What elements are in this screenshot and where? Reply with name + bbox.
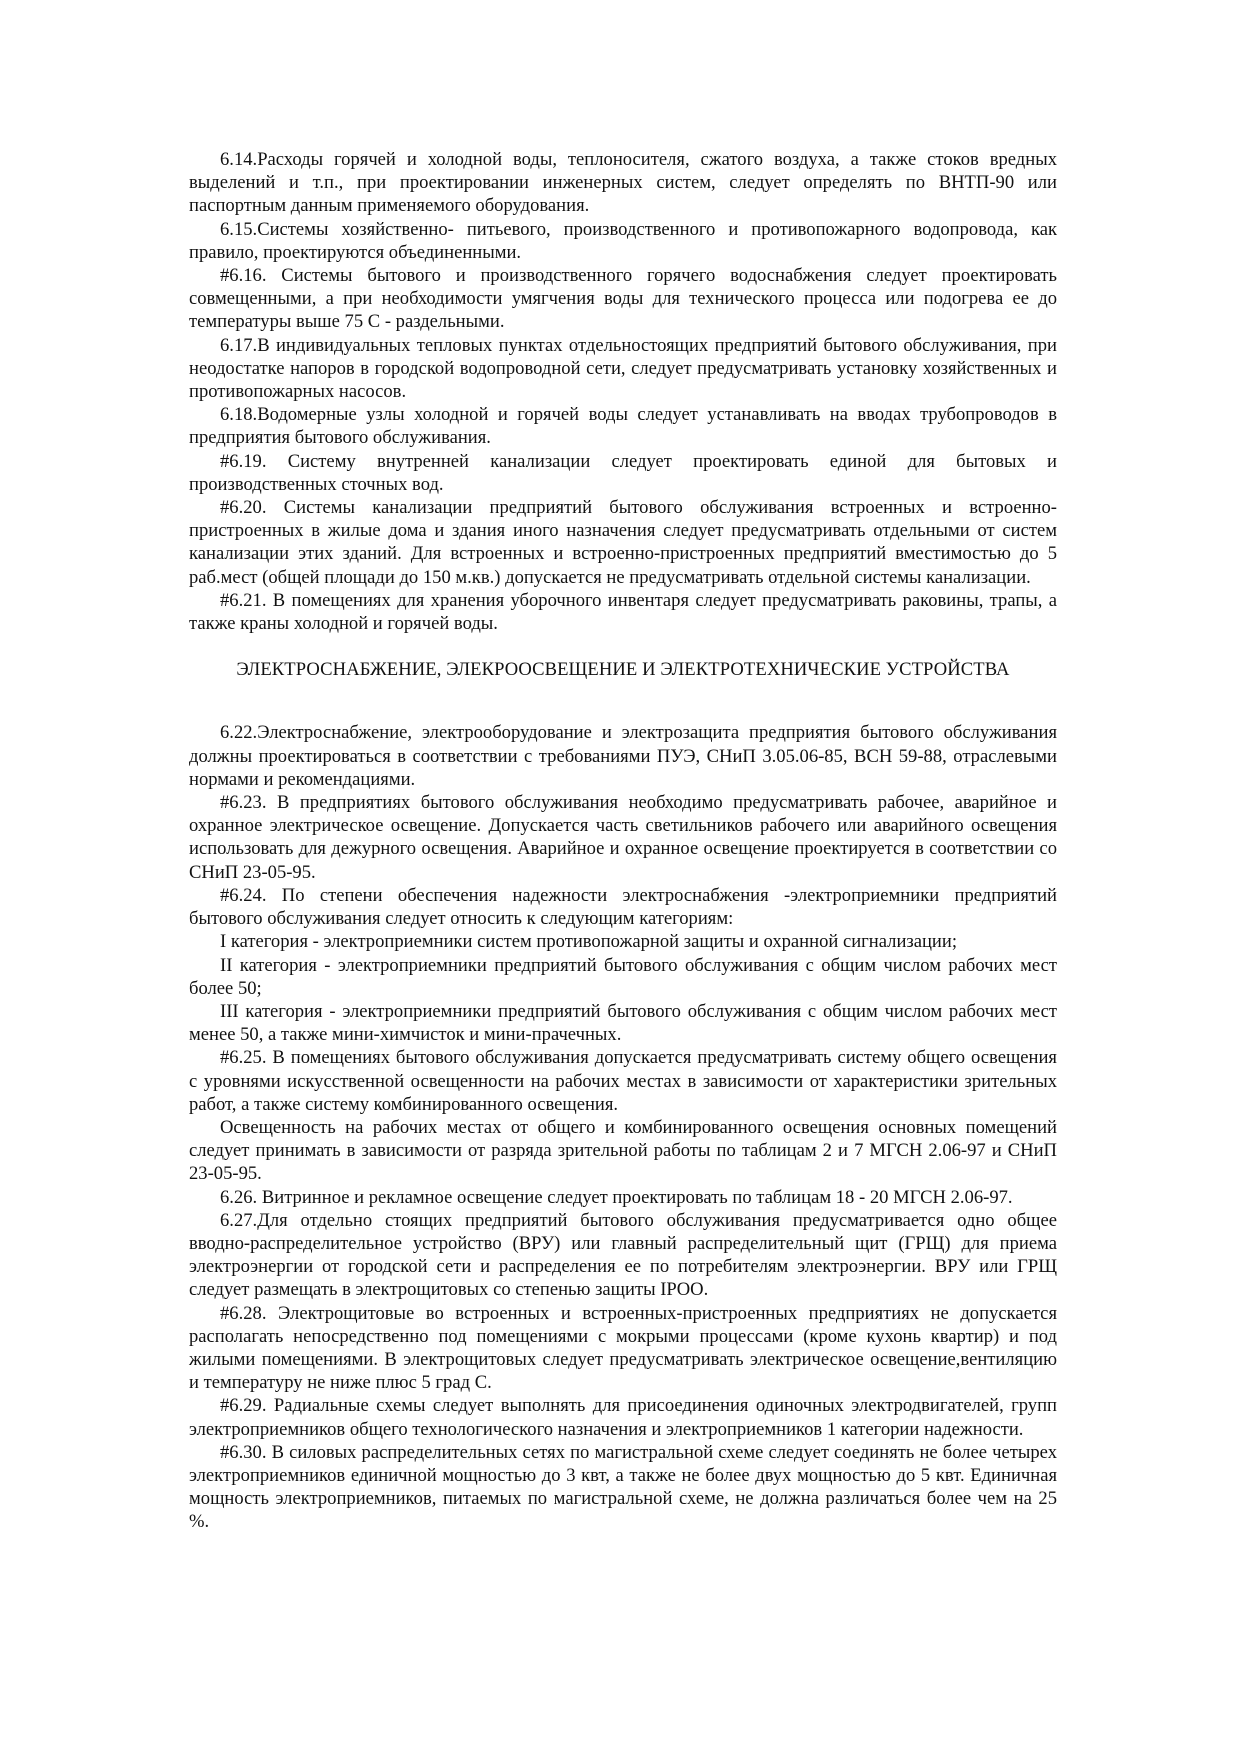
paragraph-6-28: #6.28. Электрощитовые во встроенных и встроенных-пристроенных предприятиях не допускается располагать непосредственно под помещениями с мокрыми процессами (кроме кухонь квартир) и под жилыми помещениями. В электрощитовых следует предусматривать электрическое освещение,вентиляцию и температуру не ниже плюс 5 град С. (189, 1302, 1057, 1394)
paragraph-6-27: 6.27.Для отдельно стоящих предприятий бытового обслуживания предусматривается одно общее вводно-распределительное устройство (ВРУ) или главный распределительный щит (ГРЩ) для приема электроэнергии от городской сети и распределения ее по потребителям электроэнергии. ВРУ или ГРЩ следует размещать в электрощитовых со степенью защиты IPОО. (189, 1209, 1057, 1301)
document-page (189, 148, 1057, 1534)
paragraph-6-14: 6.14.Расходы горячей и холодной воды, теплоносителя, сжатого воздуха, а также стоков вредных выделений и т.п., при проектировании инженерных систем, следует определять по ВНТП-90 или паспортным данным применяемого оборудования. (189, 149, 1057, 217)
paragraph-6-25: #6.25. В помещениях бытового обслуживания допускается предусматривать систему общего освещения с уровнями искусственной освещенности на рабочих местах в зависимости от характеристики зрительных работ, а также систему комбинированного освещения. (189, 1047, 1057, 1115)
section-water-supply (189, 148, 1057, 635)
paragraph-illuminance: Освещенность на рабочих местах от общего и комбинированного освещения основных помещений следует принимать в зависимости от разряда зрительной работы по таблицам 2 и 7 МГСН 2.06-97 и СНиП 23-05-95. (189, 1116, 1057, 1185)
paragraph-6-16: #6.16. Системы бытового и производственного горячего водоснабжения следует проектировать совмещенными, а при необходимости умягчения воды для технического процесса или подогрева ее до температуры выше 75 С - раздельными. (189, 265, 1057, 333)
paragraph-6-22: 6.22.Электроснабжение, электрооборудование и электрозащита предприятия бытового обслуживания должны проектироваться в соответствии с требованиями ПУЭ, СНиП 3.05.06-85, ВСН 59-88, отраслевыми нормами и рекомендациями. (189, 722, 1057, 790)
paragraph-6-26: 6.26. Витринное и рекламное освещение следует проектировать по таблицам 18 - 20 МГСН 2.06-97. (220, 1186, 1013, 1208)
paragraph-6-24: #6.24. По степени обеспечения надежности электроснабжения -электроприемники предприятий бытового обслуживания следует относить к следующим категориям: (189, 884, 1057, 930)
section-heading-electrical: ЭЛЕКТРОСНАБЖЕНИЕ, ЭЛЕКРООСВЕЩЕНИЕ И ЭЛЕКТРОТЕХНИЧЕСКИЕ УСТРОЙСТВА (236, 659, 1010, 681)
paragraph-6-15: 6.15.Системы хозяйственно- питьевого, производственного и противопожарного водопровода, как правило, проектируются объединенными. (189, 218, 1057, 263)
paragraph-6-17: 6.17.В индивидуальных тепловых пунктах отдельностоящих предприятий бытового обслуживания, при неодостатке напоров в городской водопроводной сети, следует предусматривать установку хозяйственных и противопожарных насосов. (189, 334, 1057, 403)
paragraph-6-23: #6.23. В предприятиях бытового обслуживания необходимо предусматривать рабочее, аварийное и охранное электрическое освещение. Допускается часть светильников рабочего или аварийного освещения использовать для дежурного освещения. Аварийное и охранное освещение проектируется в соответствии со СНиП 23-05-95. (189, 792, 1057, 883)
paragraph-category-3: III категория - электроприемники предприятий бытового обслуживания с общим числом рабочих мест менее 50, а также мини-химчисток и мини-прачечных. (189, 1000, 1057, 1046)
section-electrical (189, 721, 1057, 1533)
paragraph-6-29: #6.29. Радиальные схемы следует выполнять для присоединения одиночных электродвигателей, групп электроприемников общего технологического назначения и электроприемников 1 категории надежности. (189, 1395, 1057, 1440)
paragraph-6-30: #6.30. В силовых распределительных сетях по магистральной схеме следует соединять не более четырех электроприемников единичной мощностью до 3 квт, а также не более двух мощностью до 5 квт. Единичная мощность электроприемников, питаемых по магистральной схеме, не должна различаться более чем на 25 %. (189, 1441, 1057, 1533)
paragraph-6-20: #6.20. Системы канализации предприятий бытового обслуживания встроенных и встроенно-пристроенных в жилые дома и здания иного назначения следует предусматривать отдельными от систем канализации этих зданий. Для встроенных и встроенно-пристроенных предприятий вместимостью до 5 раб.мест (общей площади до 150 м.кв.) допускается не предусматривать отдельной системы канализации. (189, 497, 1057, 588)
paragraph-category-2: II категория - электроприемники предприятий бытового обслуживания с общим числом рабочих мест более 50; (189, 954, 1057, 999)
paragraph-category-1: I категория - электроприемники систем противопожарной защиты и охранной сигнализации; (220, 931, 958, 953)
paragraph-6-19: #6.19. Систему внутренней канализации следует проектировать единой для бытовых и производственных сточных вод. (189, 450, 1057, 495)
paragraph-6-21: #6.21. В помещениях для хранения уборочного инвентаря следует предусматривать раковины, трапы, а также краны холодной и горячей воды. (189, 589, 1057, 635)
paragraph-6-18: 6.18.Водомерные узлы холодной и горячей воды следует устанавливать на вводах трубопроводов в предприятия бытового обслуживания. (189, 404, 1057, 449)
